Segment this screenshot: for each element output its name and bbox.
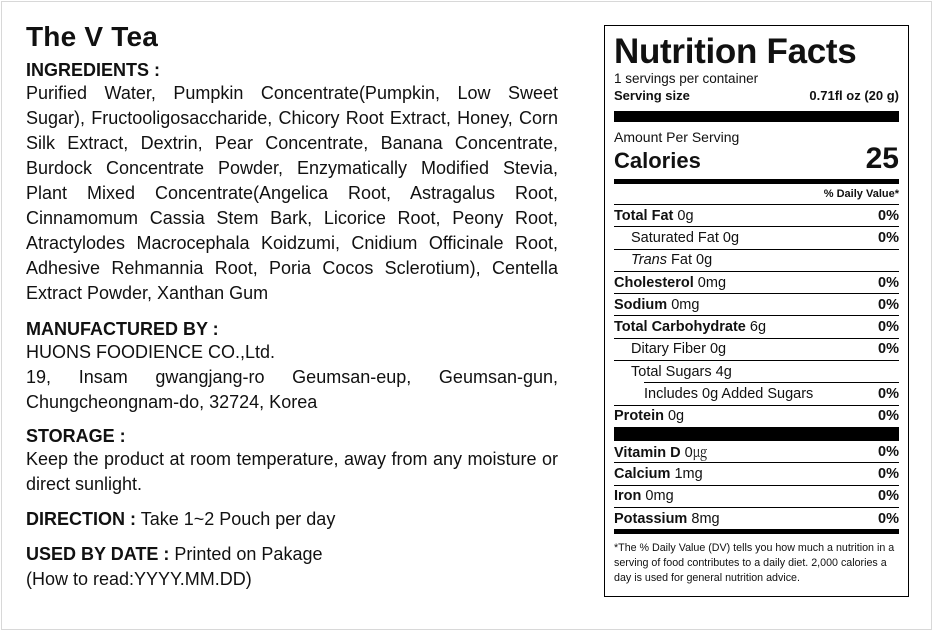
- nutrient-name: Protein: [614, 408, 664, 425]
- nutrient-row-sodium: [614, 293, 899, 315]
- nutrient-name: Vitamin D: [614, 445, 681, 462]
- ingredients-text: Purified Water, Pumpkin Concentrate(Pumpkin, Low Sweet Sugar), Fructooligosaccharide, Chicory Root Extract, Honey, Corn Silk Extract, Dextrin, Pear Concentrate, Banana Concentrate, Burdock Concentrate Powder, Enzymatically Modified Stevia, Plant Mixed Concentrate(Angelica Root, Astragalus Root, Cinnamomum Cassia Stem Bark, Licorice Root, Peony Root, Atractylodes Macrocephala Koidzumi, Cnidium Officinale Root, Adhesive Rehmannia Root, Poria Cocos Sclerotium), Centella Extract Powder, Xanthan Gum: [26, 83, 558, 303]
- vitamin-row-vitamin-d: [614, 441, 899, 462]
- nutrient-amount: 6g: [749, 319, 767, 336]
- nutrient-amount: 0mg: [671, 296, 700, 313]
- nutrient-name: Total Carbohydrate: [614, 319, 746, 336]
- nutrient-amount: 1mg: [674, 465, 703, 482]
- used-by-text: Printed on Pakage: [174, 544, 323, 564]
- servings-per-container: 1 servings per container: [614, 71, 759, 86]
- divider-medium-2: [614, 529, 899, 534]
- nutrient-amount: Fat 0g: [671, 252, 713, 269]
- nutrient-name: Total Fat: [614, 207, 674, 224]
- nutrient-name: Ditary Fiber: [631, 341, 706, 358]
- direction-heading: DIRECTION :: [26, 509, 136, 529]
- manufacturer-address: 19, Insam gwangjang-ro Geumsan-eup, Geumsan-gun, Chungcheongnam-do, 32724, Korea: [26, 367, 558, 412]
- calories-row: [614, 144, 899, 174]
- nutrient-amount: 0㎍: [684, 445, 708, 462]
- nutrition-facts-title: Nutrition Facts: [614, 32, 857, 71]
- vitamin-row-iron: [614, 485, 899, 507]
- nutrient-pct: 0%: [878, 207, 899, 224]
- nutrient-name: Sodium: [614, 296, 668, 313]
- nutrient-row-added-sugars: [644, 382, 899, 404]
- storage-text: Keep the product at room temperature, away from any moisture or direct sunlight.: [26, 449, 558, 494]
- serving-size-row: [614, 87, 899, 104]
- product-title: The V Tea: [26, 21, 158, 52]
- manufacturer-heading: MANUFACTURED BY :: [26, 319, 219, 339]
- divider-thick-2: [614, 427, 899, 441]
- direction-line: [26, 507, 558, 532]
- daily-value-footnote: *The % Daily Value (DV) tells you how much a nutrition in a serving of food contributes to a daily diet. 2,000 calories a day is used for general nutrition advice.: [614, 542, 895, 585]
- nutrient-name: Includes 0g Added Sugars: [644, 386, 814, 403]
- serving-size-label: Serving size: [614, 88, 690, 103]
- nutrient-amount: 4g: [715, 363, 732, 380]
- amount-per-serving: Amount Per Serving: [614, 129, 740, 145]
- nutrient-name: Potassium: [614, 510, 688, 527]
- nutrient-amount: 0mg: [645, 488, 674, 505]
- nutrient-row-protein: [614, 405, 899, 427]
- nutrient-row-trans-fat: [614, 249, 899, 271]
- nutrient-name: Trans: [631, 252, 667, 269]
- nutrient-pct: 0%: [878, 319, 899, 336]
- daily-value-header: % Daily Value*: [823, 188, 899, 200]
- direction-text: Take 1~2 Pouch per day: [140, 509, 336, 529]
- calories-label: Calories: [614, 148, 701, 173]
- vitamin-row-potassium: [614, 507, 899, 529]
- vitamin-row-calcium: [614, 462, 899, 484]
- nutrient-amount: 0g: [709, 341, 727, 358]
- nutrient-amount: 0g: [667, 408, 685, 425]
- nutrient-pct: 0%: [878, 408, 899, 425]
- nutrient-amount: 0mg: [697, 274, 727, 291]
- used-by-how-to: (How to read:YYYY.MM.DD): [26, 569, 252, 589]
- nutrient-pct: 0%: [878, 341, 899, 358]
- nutrient-row-saturated-fat: [614, 226, 899, 248]
- nutrient-name: Total Sugars: [631, 363, 712, 380]
- divider-thick: [614, 111, 899, 122]
- storage-heading: STORAGE :: [26, 426, 126, 446]
- nutrient-pct: 0%: [878, 465, 899, 482]
- used-by-line: [26, 542, 558, 567]
- nutrient-pct: 0%: [878, 229, 899, 246]
- nutrient-amount: 8mg: [691, 510, 720, 527]
- nutrient-pct: 0%: [878, 386, 899, 403]
- nutrient-row-cholesterol: [614, 271, 899, 293]
- ingredients-heading: INGREDIENTS :: [26, 60, 161, 80]
- nutrient-name: Iron: [614, 488, 642, 505]
- nutrient-amount: 0g: [677, 207, 694, 224]
- product-info-column: [26, 22, 558, 592]
- nutrient-pct: 0%: [878, 296, 899, 313]
- calories-value: 25: [865, 142, 899, 175]
- nutrient-pct: 0%: [878, 274, 899, 291]
- nutrient-row-total-fat: [614, 204, 899, 226]
- nutrient-pct: 0%: [878, 443, 899, 460]
- nutrient-pct: 0%: [878, 510, 899, 527]
- manufacturer-name: HUONS FOODIENCE CO.,Ltd.: [26, 342, 276, 362]
- serving-size-value: 0.71fl oz (20 g): [809, 88, 899, 103]
- nutrient-row-total-carbohydrate: [614, 315, 899, 337]
- used-by-heading: USED BY DATE :: [26, 544, 170, 564]
- nutrient-row-total-sugars: [614, 360, 899, 382]
- nutrition-facts-panel: [604, 25, 909, 597]
- nutrient-row-dietary-fiber: [614, 338, 899, 360]
- nutrient-amount: 0g: [722, 229, 740, 246]
- nutrient-pct: 0%: [878, 488, 899, 505]
- nutrient-name: Saturated Fat: [631, 229, 719, 246]
- nutrient-name: Calcium: [614, 465, 671, 482]
- nutrient-name: Cholesterol: [614, 274, 694, 291]
